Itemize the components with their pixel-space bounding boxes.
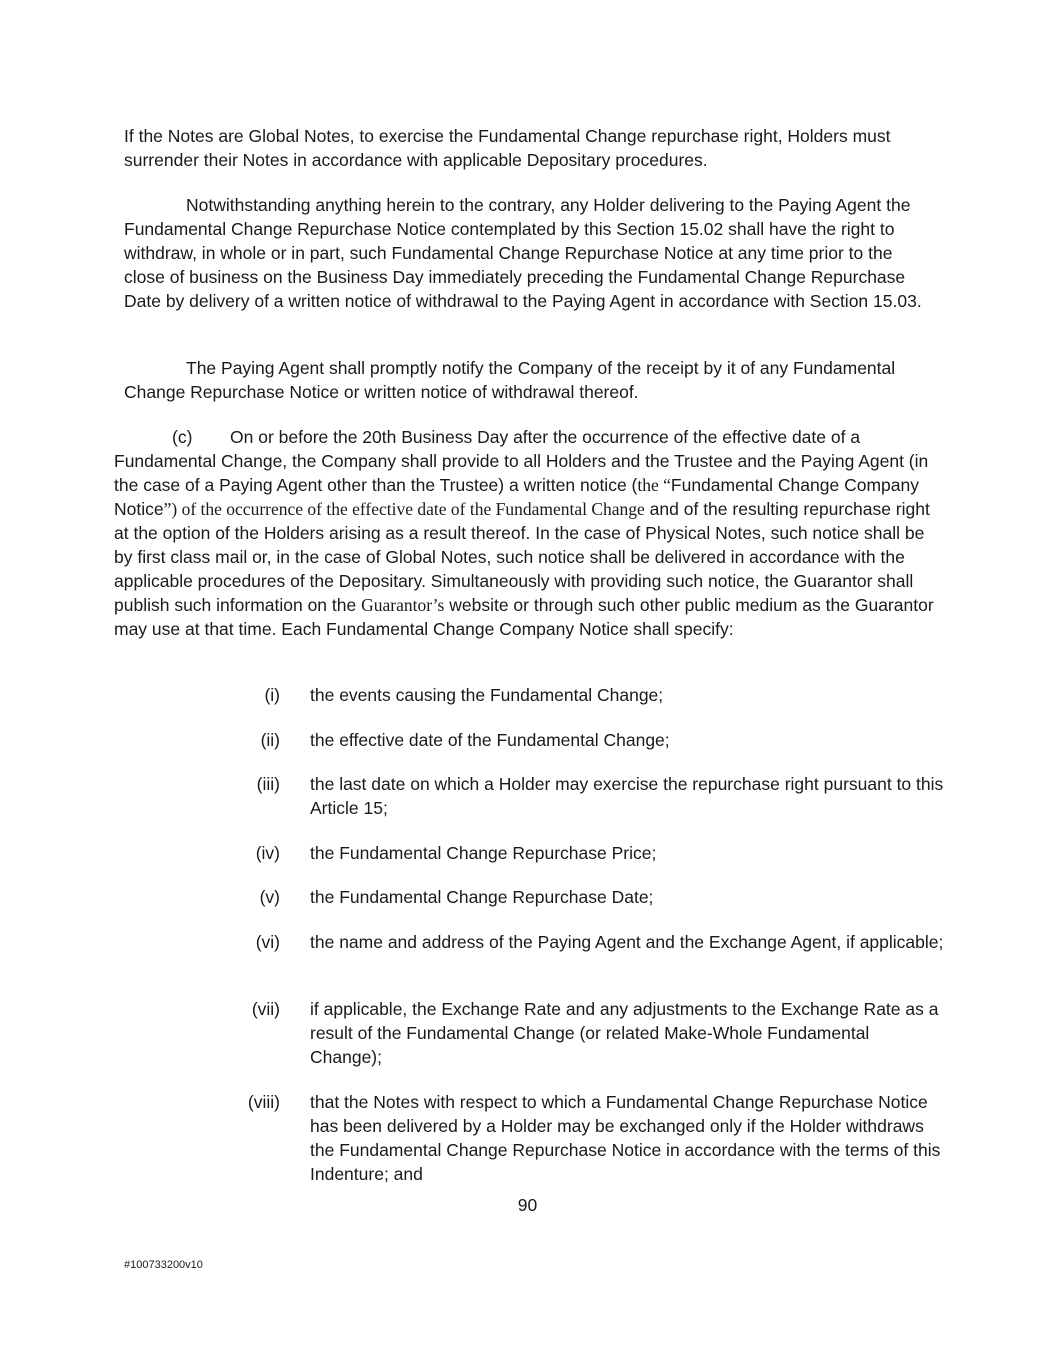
list-item-number: (vii) [251,999,280,1019]
clause-c-serif-1: the “ [637,475,671,495]
list-item-text: the events causing the Fundamental Change; [310,685,664,705]
list-item-number: (viii) [247,1092,280,1112]
list-item [186,772,946,820]
list-item-text: the name and address of the Paying Agent and the Exchange Agent, if applicable; [310,932,944,952]
list-item-number: (i) [264,685,280,705]
list-item-text: that the Notes with respect to which a Fundamental Change Repurchase Notice has been delivered by a Holder may be exchanged only if the Holder withdraws the Fundamental Change Repurchase Notice in accordance with the terms of this Indenture; and [310,1092,941,1184]
document-id-footer: #100733200v10 [124,1259,203,1271]
paragraph-global-notes: If the Notes are Global Notes, to exercise the Fundamental Change repurchase right, Holders must surrender their Notes in accordance with applicable Depositary procedures. [124,126,891,170]
list-item [186,885,946,909]
list-item-text: the last date on which a Holder may exercise the repurchase right pursuant to this Article 15; [310,774,944,818]
list-item-text: the Fundamental Change Repurchase Date; [310,887,654,907]
list-item-number: (iii) [256,774,280,794]
page-number: 90 [517,1195,538,1215]
list-item [186,683,946,707]
list-item [186,1090,946,1186]
paragraph-c-company-notice [114,425,934,641]
paragraph-withdrawal-right: Notwithstanding anything herein to the contrary, any Holder delivering to the Paying Agent the Fundamental Change Repurchase Notice contemplated by this Section 15.02 shall have the right to withdraw, in whole or in part, such Fundamental Change Repurchase Notice at any time prior to the close of business on the Business Day immediately preceding the Fundamental Change Repurchase Date by delivery of a written notice of withdrawal to the Paying Agent in accordance with Section 15.03. [124,195,922,311]
defined-term-company-notice: Fundamental Change Company Notice [114,475,919,519]
clause-c-text-2: and of the resulting repurchase right at the option of the Holders arising as a result thereof. In the case of Physical Notes, such notice shall be by first class mail or, in the case of Global Notes, such notice shall be delivered in accordance with the applicable procedures of the Depositary. Simultaneously with providing such notice, the Guarantor shall publish such information on the [114,499,930,615]
paragraph-paying-agent-notify: The Paying Agent shall promptly notify the Company of the receipt by it of any Fundamental Change Repurchase Notice or written notice of withdrawal thereof. [124,358,896,402]
list-item-text: the effective date of the Fundamental Change; [310,730,670,750]
clause-c-label: (c) [172,427,193,447]
clause-c-serif-2: ”) of the occurrence of the effective date of the Fundamental Change [163,499,645,519]
clause-c-text-1: On or before the 20th Business Day after the occurrence of the effective date of a Fundamental Change, the Company shall provide to all Holders and the Trustee and the Paying Agent (in the case of a Paying Agent other than the Trustee) a written notice ( [114,427,929,495]
list-item-number: (ii) [260,730,280,750]
list-item-number: (vi) [255,932,280,952]
list-item [186,841,946,865]
list-item [186,728,946,752]
list-item-number: (v) [259,887,280,907]
list-item [186,997,946,1069]
list-item-text: the Fundamental Change Repurchase Price; [310,843,657,863]
clause-c-text-3: website or through such other public medium as the Guarantor may use at that time. Each Fundamental Change Company Notice shall specify: [114,595,934,639]
list-item [186,930,946,954]
list-item-text: if applicable, the Exchange Rate and any adjustments to the Exchange Rate as a result of the Fundamental Change (or related Make-Whole Fundamental Change); [310,999,939,1067]
list-item-number: (iv) [255,843,280,863]
clause-c-serif-3: Guarantor’s [361,595,445,615]
